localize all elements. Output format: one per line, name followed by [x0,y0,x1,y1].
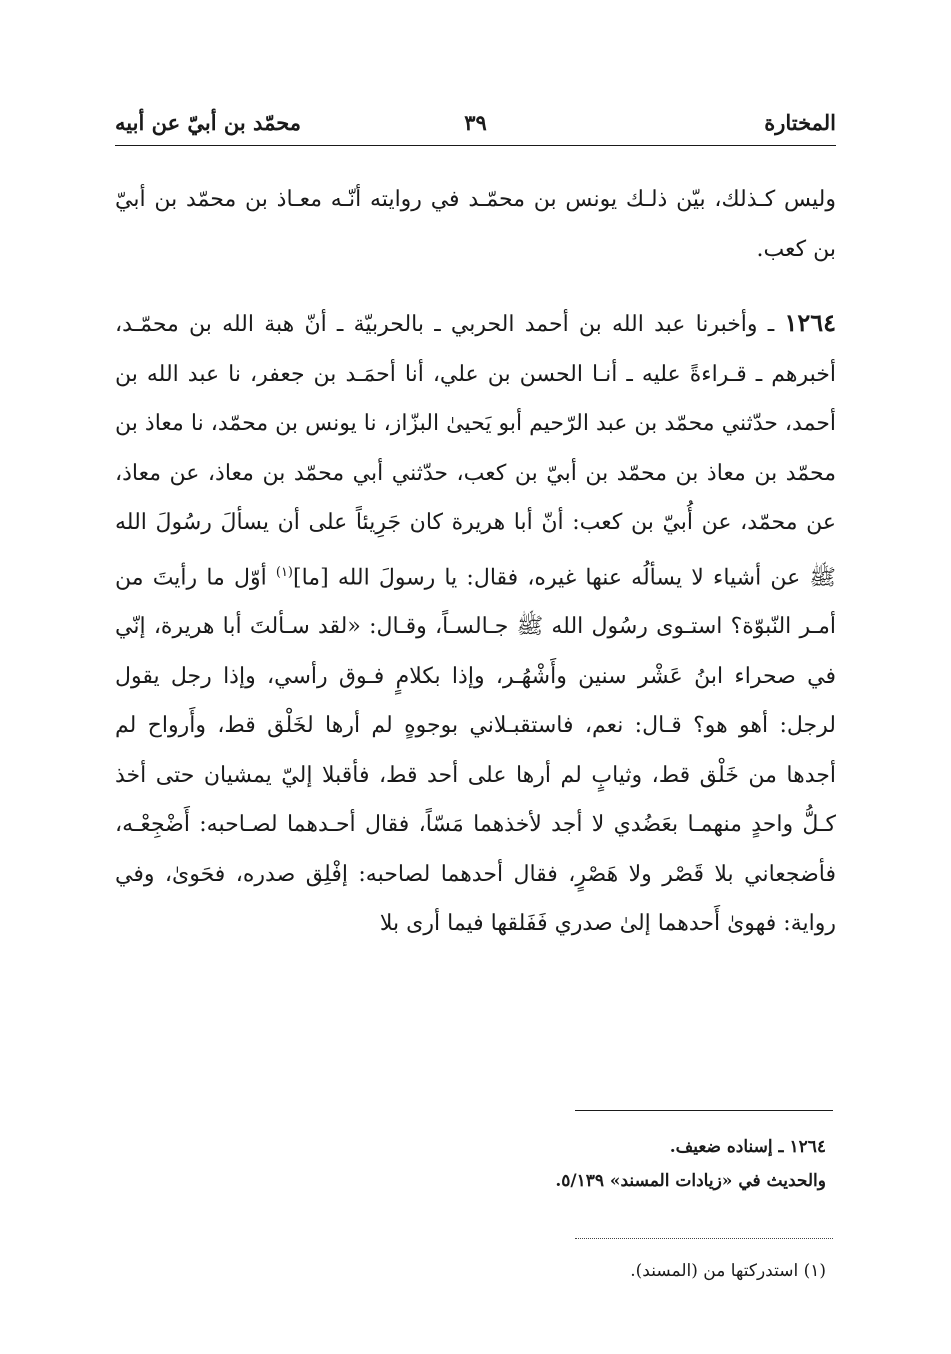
page-number: ٣٩ [464,110,487,135]
footnote-source: والحديث في «زيادات المسند» ٥/١٣٩. [555,1171,826,1191]
paragraph-intro [115,175,836,274]
hadith-number: ١٢٦٤ [784,308,836,337]
hadith-text-part2: أوّل ما رأيتَ من أمـر النّبوّة؟ استـوى رسُول الله ﷺ جـالسـاً، وقـال: «لقد سـألتَ أبا هريرة، إنّي في صحراء ابنُ عَشْر سنين وأَشْهُـر، وإذا بكلامٍ فـوق رأسي، وإذا رجل يقول لرجل: أهو هو؟ قـال: نعم، فاستقبـلاني بوجوهٍ لم أرها لخَلْق قط، وأَرواح لم أجدها من خَلْق قط، وثيابٍ لم أرها على أحد قط، فأقبلا إليّ يمشيان حتى أخذ كـلُّ واحدٍ منهمـا بعَضُدي لا أجد لأخذهما مَسّاً، فقال أحـدهما لصـاحبه: أَضْجِعْـه، فأضجعاني بلا قَصْر ولا هَصْرٍ، فقال أحدهما لصاحبه: إفْلِق صدره، فحَوىٰ، وفي رواية: فهوىٰ أَحدهما إلىٰ صدري فَفَلقها فيما أرى بلا [115,564,836,937]
main-text [115,175,836,949]
paragraph-hadith [115,298,836,949]
footnote-divider [575,1110,833,1111]
header-book-title: المختارة [764,110,836,135]
header-divider [115,145,836,146]
footnote-marker: (١) [275,564,293,580]
running-header [115,108,836,142]
footnote-note1: (١) استدركتها من (المسند). [630,1261,826,1281]
footnote-divider-dotted [575,1238,833,1239]
footnote-isnad: ١٢٦٤ ـ إسناده ضعيف. [669,1137,826,1157]
hadith-text-part1: ـ وأخبرنا عبد الله بن أحمد الحربي ـ بالحربيّة ـ أنّ هبة الله بن محمّـد، أخبرهم ـ قـراءةً عليه ـ أنـا الحسن بن علي، أنا أحمَـد بن جعفر، نا عبد الله بن أحمد، حدّثني محمّد بن عبد الرّحيم أبو يَحيىٰ البزّاز، نا يونس بن محمّد، نا معاذ بن محمّد بن معاذ بن محمّد بن أبيّ بن كعب، حدّثني أبي محمّد بن معاذ، عن معاذ، عن محمّد، عن أُبيّ بن كعب: أنّ أبا هريرة كان جَرِيئاً على أن يسألَ رسُولَ الله ﷺ عن أشياء لا يسألُه عنها غيره، فقال: يا رسولَ الله [ما] [115,312,836,590]
header-chapter-title: محمّد بن أبيّ عن أبيه [115,110,302,135]
paragraph-intro-text: وليس كـذلك، بيّن ذلـك يونس بن محمّـد في روايته أنّـه معـاذ بن محمّد بن أبيّ بن كعب. [115,187,836,262]
commentary-footnotes [555,1130,826,1198]
